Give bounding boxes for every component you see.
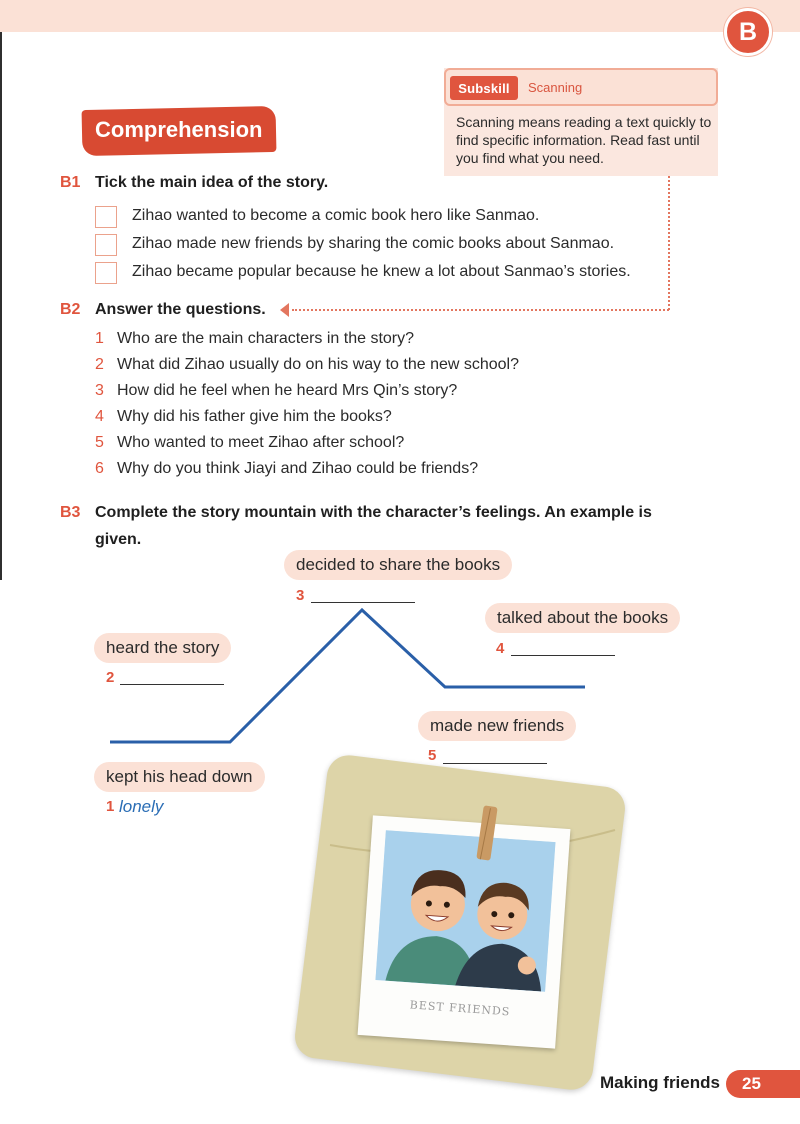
b2-question-number: 6 bbox=[95, 460, 104, 477]
event-pill-4: talked about the books bbox=[485, 603, 680, 633]
footer-unit-title: Making friends bbox=[600, 1073, 720, 1092]
event-pill-5: made new friends bbox=[418, 711, 576, 741]
event-pill-3: decided to share the books bbox=[284, 550, 512, 580]
subskill-description: Scanning means reading a text quickly to find specific information. Read fast until you find what you need. bbox=[456, 114, 712, 166]
event-number-5: 5 bbox=[428, 747, 437, 764]
b1-number: B1 bbox=[60, 174, 81, 191]
example-answer: lonely bbox=[119, 797, 164, 816]
b1-option-3-text: Zihao became popular because he knew a lot about Sanmao’s stories. bbox=[132, 263, 631, 280]
b2-question-number: 4 bbox=[95, 408, 104, 425]
b3-instruction-line2: given. bbox=[95, 531, 142, 548]
b2-question-number: 2 bbox=[95, 356, 104, 373]
b2-question-number: 1 bbox=[95, 330, 104, 347]
event-number-2: 2 bbox=[106, 669, 115, 686]
b2-question-text: What did Zihao usually do on his way to the new school? bbox=[117, 356, 520, 373]
b2-question-text: Why did his father give him the books? bbox=[117, 408, 392, 425]
comprehension-title: Comprehension bbox=[95, 117, 263, 142]
subskill-tag: Subskill bbox=[450, 76, 518, 100]
event-pill-2: heard the story bbox=[94, 633, 231, 663]
event-number-1: 1 bbox=[106, 798, 115, 815]
b2-question-text: Who are the main characters in the story? bbox=[117, 330, 415, 347]
b3-instruction-line1: Complete the story mountain with the character’s feelings. An example is bbox=[95, 504, 652, 521]
subskill-name: Scanning bbox=[528, 80, 583, 95]
b3-number: B3 bbox=[60, 504, 81, 521]
b2-question-text: How did he feel when he heard Mrs Qin’s story? bbox=[117, 382, 458, 399]
b2-number: B2 bbox=[60, 301, 81, 318]
b2-question-text: Who wanted to meet Zihao after school? bbox=[117, 434, 405, 451]
b1-option-1-text: Zihao wanted to become a comic book hero like Sanmao. bbox=[132, 207, 540, 224]
section-badge: B bbox=[724, 8, 772, 56]
b1-option-2-text: Zihao made new friends by sharing the comic books about Sanmao. bbox=[132, 235, 615, 252]
b2-question-number: 5 bbox=[95, 434, 104, 451]
photo-caption: BEST FRIENDS bbox=[409, 998, 511, 1019]
page-number: 25 bbox=[726, 1070, 800, 1098]
event-number-3: 3 bbox=[296, 587, 305, 604]
b2-instruction: Answer the questions. bbox=[95, 301, 266, 318]
event-pill-1: kept his head down bbox=[94, 762, 265, 792]
b1-instruction: Tick the main idea of the story. bbox=[95, 174, 329, 191]
b2-question-text: Why do you think Jiayi and Zihao could be friends? bbox=[117, 460, 479, 477]
b2-question-number: 3 bbox=[95, 382, 104, 399]
event-number-4: 4 bbox=[496, 640, 505, 657]
